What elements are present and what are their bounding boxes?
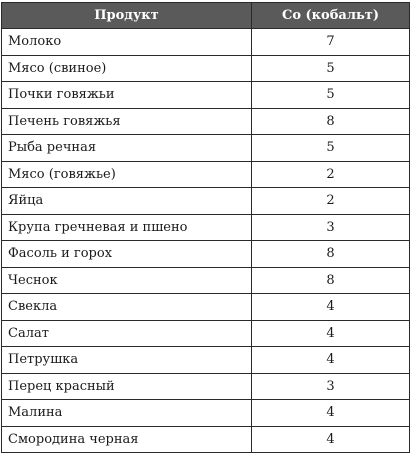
cobalt-value: 2 xyxy=(252,188,410,215)
product-name: Фасоль и горох xyxy=(2,241,252,268)
product-name: Петрушка xyxy=(2,347,252,374)
product-name: Мясо (говяжье) xyxy=(2,161,252,188)
table-row xyxy=(2,29,410,56)
cobalt-value: 8 xyxy=(252,267,410,294)
table-row xyxy=(2,241,410,268)
table-row xyxy=(2,294,410,321)
header-row xyxy=(2,3,410,29)
product-name: Малина xyxy=(2,400,252,427)
product-name: Перец красный xyxy=(2,373,252,400)
table-header xyxy=(2,3,410,29)
cobalt-value: 3 xyxy=(252,214,410,241)
cobalt-value: 5 xyxy=(252,55,410,82)
cobalt-value: 5 xyxy=(252,135,410,162)
product-name: Почки говяжьи xyxy=(2,82,252,109)
cobalt-content-table xyxy=(1,2,410,453)
table-row xyxy=(2,161,410,188)
table-row xyxy=(2,108,410,135)
table-row xyxy=(2,267,410,294)
product-name: Мясо (свиное) xyxy=(2,55,252,82)
cobalt-value: 7 xyxy=(252,29,410,56)
table-body xyxy=(2,29,410,453)
product-name: Печень говяжья xyxy=(2,108,252,135)
header-product: Продукт xyxy=(2,3,252,29)
cobalt-value: 4 xyxy=(252,400,410,427)
table-row xyxy=(2,135,410,162)
table-row xyxy=(2,188,410,215)
cobalt-value: 5 xyxy=(252,82,410,109)
table-row xyxy=(2,55,410,82)
cobalt-content-table-container xyxy=(1,2,409,453)
product-name: Яйца xyxy=(2,188,252,215)
product-name: Крупа гречневая и пшено xyxy=(2,214,252,241)
product-name: Смородина черная xyxy=(2,426,252,453)
table-row xyxy=(2,373,410,400)
table-row xyxy=(2,347,410,374)
cobalt-value: 2 xyxy=(252,161,410,188)
cobalt-value: 4 xyxy=(252,426,410,453)
product-name: Молоко xyxy=(2,29,252,56)
cobalt-value: 4 xyxy=(252,320,410,347)
cobalt-value: 8 xyxy=(252,241,410,268)
cobalt-value: 8 xyxy=(252,108,410,135)
table-row xyxy=(2,426,410,453)
product-name: Салат xyxy=(2,320,252,347)
table-row xyxy=(2,82,410,109)
header-cobalt: Co (кобальт) xyxy=(252,3,410,29)
product-name: Рыба речная xyxy=(2,135,252,162)
table-row xyxy=(2,214,410,241)
table-row xyxy=(2,320,410,347)
cobalt-value: 3 xyxy=(252,373,410,400)
cobalt-value: 4 xyxy=(252,294,410,321)
cobalt-value: 4 xyxy=(252,347,410,374)
product-name: Чеснок xyxy=(2,267,252,294)
product-name: Свекла xyxy=(2,294,252,321)
table-row xyxy=(2,400,410,427)
